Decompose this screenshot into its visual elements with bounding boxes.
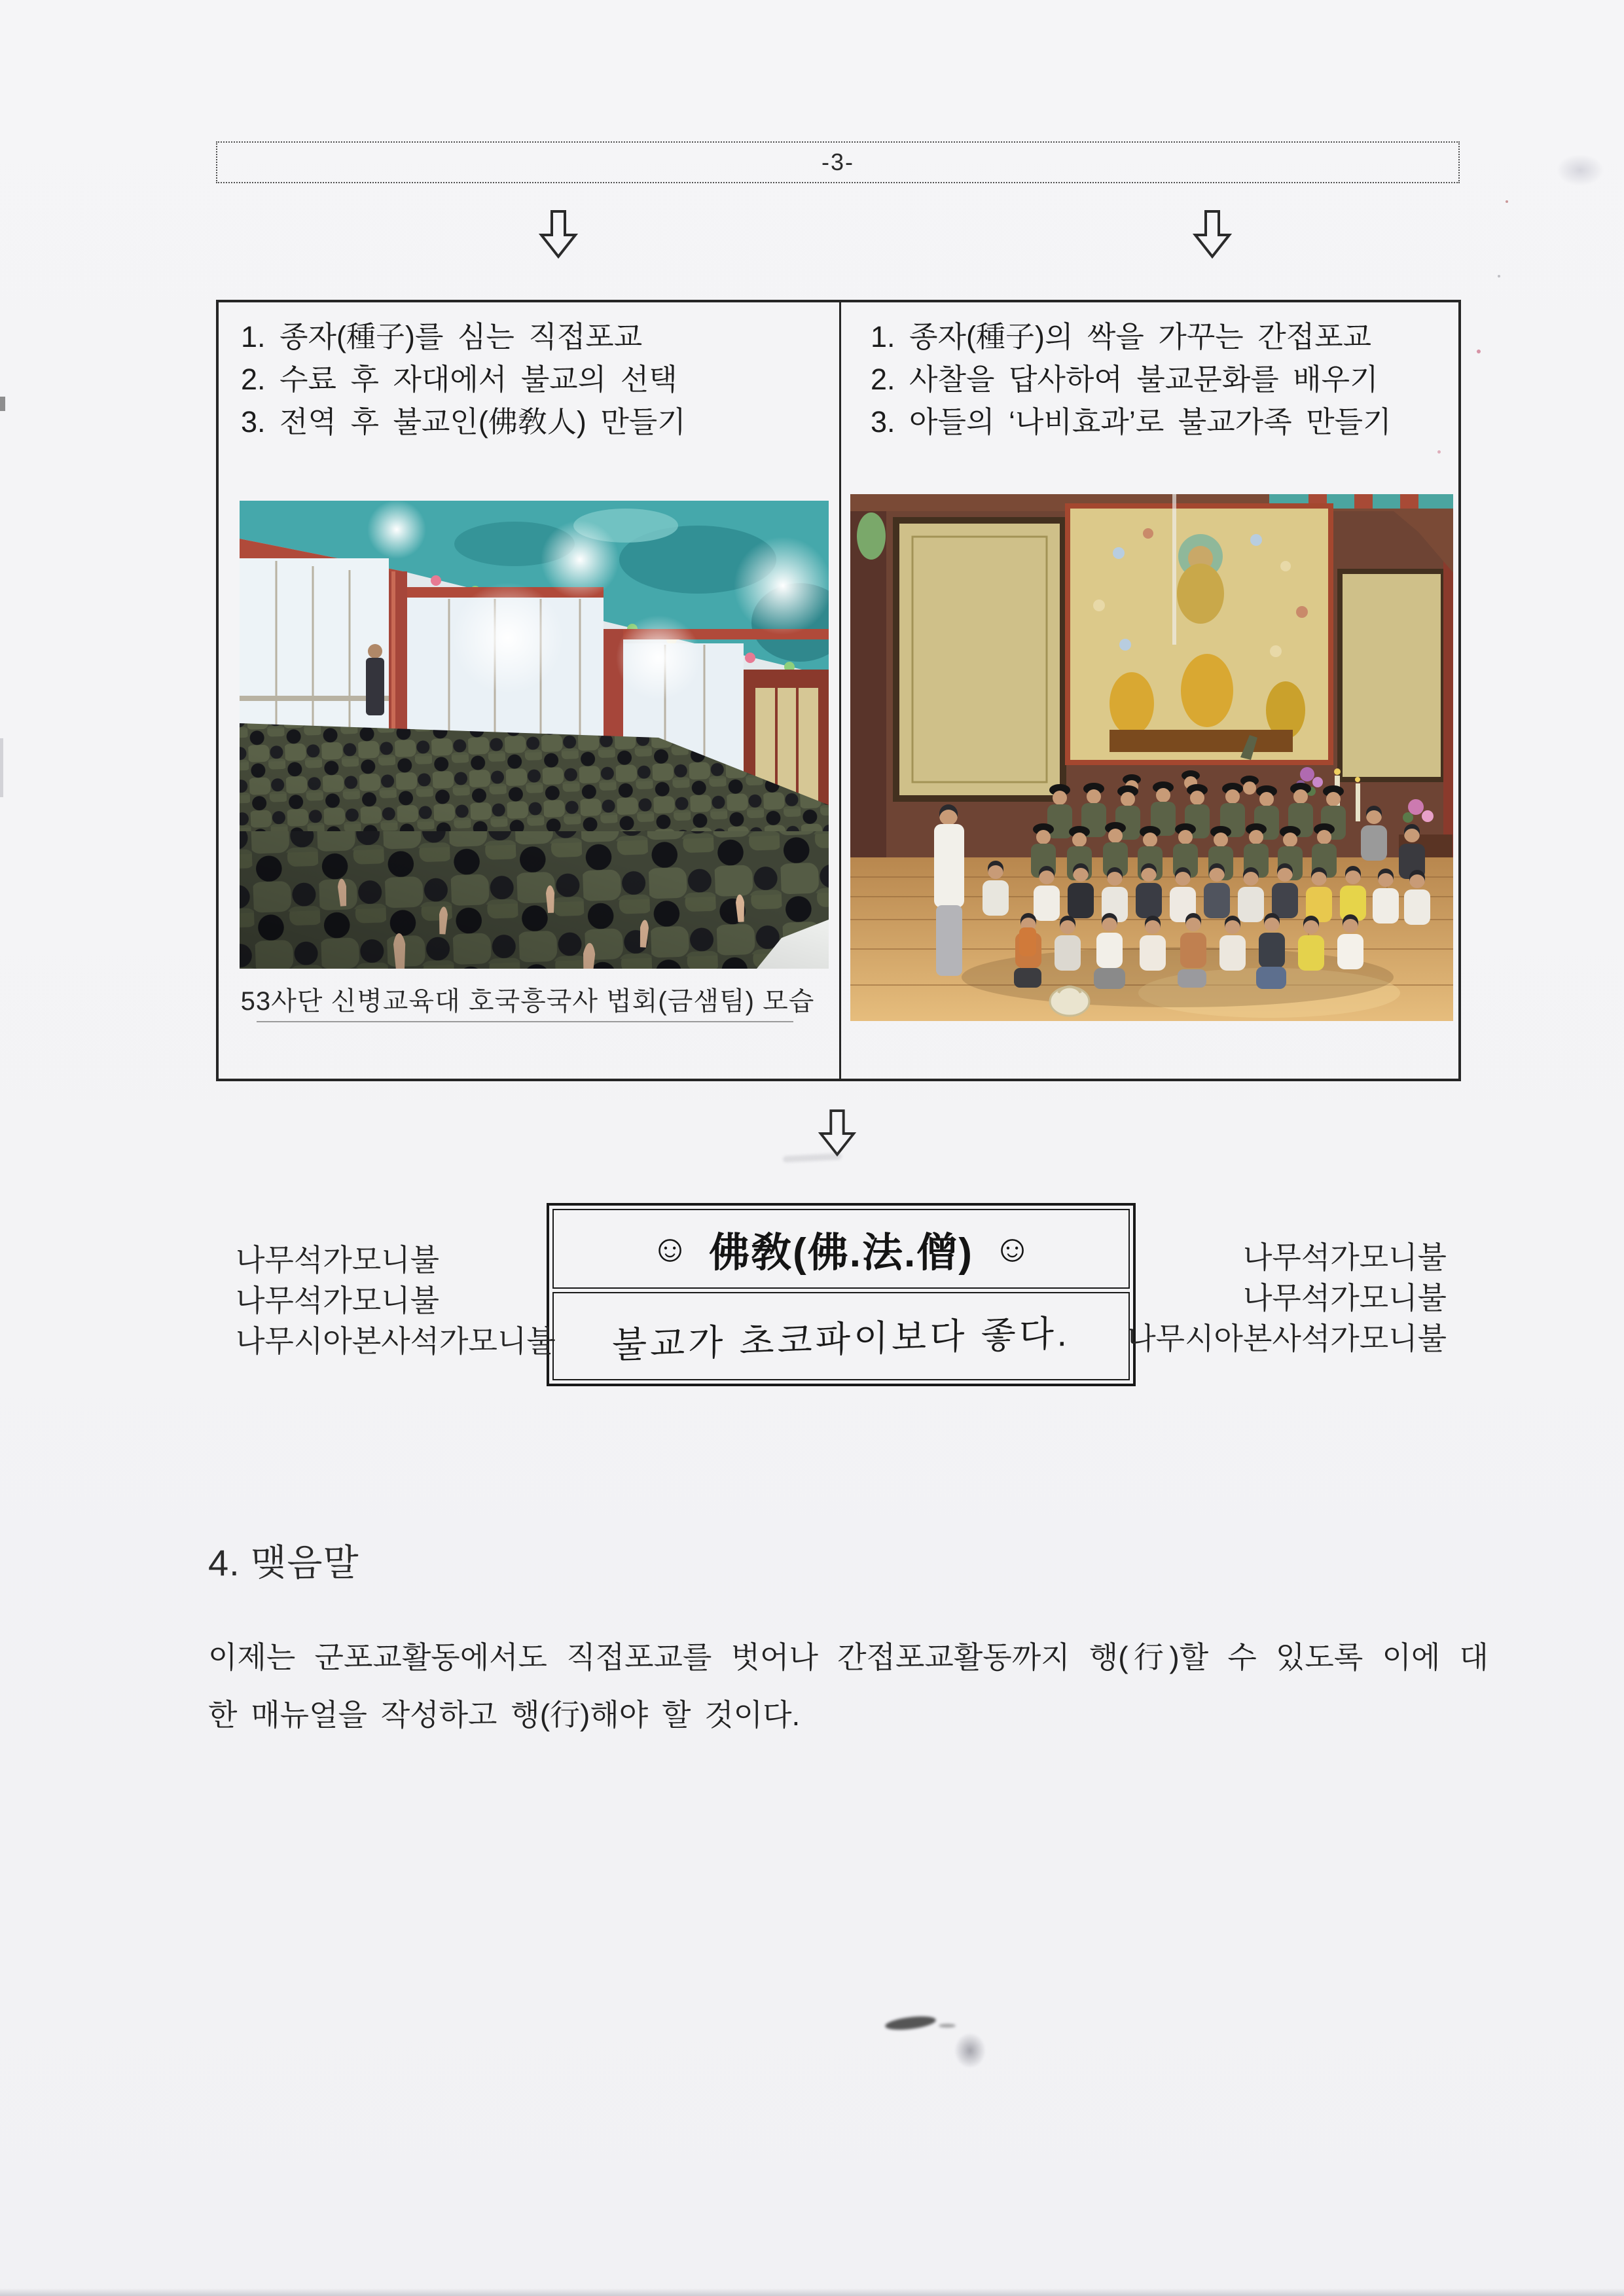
page-number-box: [216, 141, 1460, 183]
scan-smudge: [884, 2014, 937, 2032]
down-arrow-center-icon: [817, 1109, 857, 1157]
list-item: 3. 아들의 ‘나비효과’로 불교가족 만들기: [871, 405, 1392, 439]
scan-edge-mark: [0, 738, 3, 797]
chant-line: 나무석가모니불: [236, 1243, 440, 1277]
list-item: 2. 수료 후 자대에서 불교의 선택: [241, 363, 677, 396]
result-box: [547, 1203, 1136, 1386]
chant-line: 나무석가모니불: [1242, 1281, 1447, 1315]
result-title: 佛敎(佛.法.僧): [709, 1230, 973, 1276]
chant-block-right: [1127, 1237, 1447, 1359]
scan-speck: [1477, 350, 1481, 353]
smiley-left-icon: ☺: [650, 1227, 690, 1270]
scan-speck: [1506, 200, 1508, 203]
indirect-mission-list: [871, 315, 1460, 443]
down-arrow-left-icon: [537, 209, 579, 259]
closing-heading: 4. 맺음말: [208, 1542, 359, 1583]
result-note-row: [552, 1292, 1130, 1380]
temple-group-photo: [850, 494, 1453, 1021]
caption-underline: [257, 1021, 793, 1022]
smiley-right-icon: ☺: [992, 1227, 1032, 1270]
chant-line: 나무시아본사석가모니불: [1127, 1321, 1447, 1355]
list-item: 3. 전역 후 불교인(佛敎人) 만들기: [241, 405, 686, 439]
handwritten-note: 불교가 초코파이보다 좋다.: [611, 1312, 1071, 1366]
scan-smudge: [1557, 154, 1604, 186]
scan-edge-shadow: [0, 2288, 1624, 2296]
closing-paragraph: [208, 1628, 1489, 1744]
scan-edge-mark: [0, 397, 5, 411]
temple-assembly-photo: [240, 501, 829, 969]
paragraph-line: 한 매뉴얼을 작성하고 행(行)해야 할 것이다.: [208, 1698, 801, 1732]
result-title-row: [552, 1209, 1130, 1289]
down-arrow-right-icon: [1191, 209, 1233, 259]
chant-line: 나무석가모니불: [1242, 1240, 1447, 1274]
scan-smudge: [939, 2024, 956, 2028]
table-column-divider: [839, 300, 841, 1081]
scan-smudge: [954, 2033, 986, 2068]
scan-speck: [1498, 275, 1500, 278]
chant-line: 나무시아본사석가모니불: [236, 1324, 556, 1358]
list-item: 2. 사찰을 답사하여 불교문화를 배우기: [871, 363, 1379, 396]
paragraph-line: 이제는 군포교활동에서도 직접포교를 벗어나 간접포교활동까지 행(行)할 수 있도록 이에 대: [208, 1640, 1489, 1674]
chant-block-left: [236, 1240, 556, 1361]
direct-mission-list: [241, 315, 830, 443]
photo-caption: 53사단 신병교육대 호국흥국사 법회(금샘팀) 모습: [240, 987, 815, 1016]
page-number: -3-: [821, 149, 854, 175]
list-item: 1. 종자(種子)를 심는 직접포교: [241, 320, 643, 353]
list-item: 1. 종자(種子)의 싹을 가꾸는 간접포교: [871, 320, 1372, 353]
chant-line: 나무석가모니불: [236, 1283, 440, 1318]
